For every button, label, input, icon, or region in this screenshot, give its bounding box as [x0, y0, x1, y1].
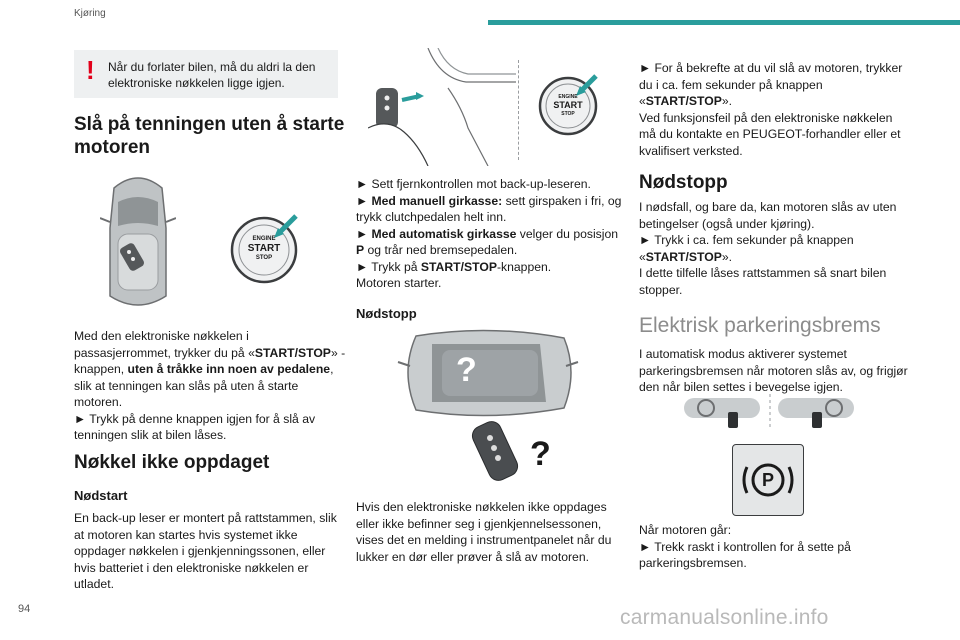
heading-nodstopp-col2: Nødstopp	[356, 305, 417, 321]
ignition-text	[74, 328, 349, 444]
heading-ignition: Slå på tenningen uten å starte motoren	[74, 114, 345, 158]
pull-control-text: ► Trekk raskt i kontrollen for å sette på parkeringsbremsen.	[639, 539, 851, 570]
confirm-stop-text: ► For å bekrefte at du vil slå av motoren, trykker du i ca. fem sekunder på knappen «START/STOP».	[639, 61, 903, 108]
watermark: carmanualsonline.info	[620, 606, 829, 629]
ignition-instruction: Med den elektroniske nøkkelen i passasjerrommet, trykker du på «START/STOP» -knappen, uten å tråkke inn noen av pedalene, slik at tenningen kan slås på uten å starte motoren.	[74, 329, 346, 409]
step-manual-gearbox: ► Med manuell girkasse: sett girspaken i fri, og trykk clutchpedalen helt inn.	[356, 193, 622, 224]
malfunction-text: Ved funksjonsfeil på den elektroniske nøkkelen må du kontakte en PEUGEOT-forhandler eller et kvalifisert verksted.	[639, 110, 901, 158]
warning-text: Når du forlater bilen, må du aldri la den elektroniske nøkkelen ligge igjen.	[108, 60, 316, 90]
button-label-start: START	[247, 243, 281, 254]
steering-lock-text: I dette tilfelle låses rattstammen så snart bilen stopper.	[639, 266, 887, 297]
parking-brake-button-illustration	[732, 444, 804, 516]
button-label-engine-2: ENGINE	[558, 94, 578, 100]
page-number: 94	[18, 603, 31, 615]
engine-starts-text: Motoren starter.	[356, 276, 442, 290]
button-label-stop: STOP	[255, 255, 273, 261]
column-1	[74, 113, 349, 159]
key-not-found-paragraph: Hvis den elektroniske nøkkelen ikke oppdages eller ikke befinner seg i gjenkjennelsessonen, vises det en melding i instrumentpanelet når du lukker en dør eller prøver å slå av motoren.	[356, 500, 612, 564]
car-question-illustration	[396, 322, 580, 426]
parking-brake-symbol: P	[761, 470, 774, 490]
automatic-mode-text: I automatisk modus aktiverer systemet parkeringsbremsen når motoren slås av, og frigjør den når bilen settes i bevegelse igjen.	[639, 347, 908, 394]
heading-parking-brake: Elektrisk parkeringsbrems	[639, 314, 881, 337]
question-mark-key: ?	[530, 435, 551, 473]
section-label: Kjøring	[74, 8, 106, 19]
step-press-start: ► Trykk på START/STOP-knappen.	[356, 259, 552, 274]
car-key-inside-illustration	[100, 168, 176, 316]
button-label-stop-2: STOP	[561, 111, 575, 117]
emergency-text: I nødsfall, og bare da, kan motoren slås av uten betingelser (også under kjøring).	[639, 200, 897, 231]
key-not-detected-section	[74, 451, 349, 593]
key-fob-illustration	[466, 418, 526, 484]
key-to-reader-illustration	[368, 48, 516, 166]
header-accent-bar	[488, 20, 960, 25]
divider-line	[518, 60, 520, 160]
backup-reader-steps	[356, 176, 626, 322]
press-five-seconds-text: ► Trykk i ca. fem sekunder på knappen «START/STOP».	[639, 233, 854, 264]
column-3-top	[639, 60, 909, 396]
step-automatic-gearbox: ► Med automatisk girkasse velger du posisjon P og trår ned bremsepedalen.	[356, 226, 619, 257]
engine-running-label: Når motoren går:	[639, 523, 732, 537]
start-stop-button-illustration-2	[536, 72, 600, 136]
ignition-off-instruction: ► Trykk på denne knappen igjen for å slå av tenningen slik at bilen låses.	[74, 411, 316, 442]
step-point-key: ► Sett fjernkontrollen mot back-up-leseren.	[356, 177, 591, 191]
heading-nodstart: Nødstart	[74, 488, 128, 503]
warning-box	[74, 50, 338, 98]
button-label-start-2: START	[553, 100, 583, 110]
key-not-found-text	[356, 499, 626, 565]
button-label-engine: ENGINE	[252, 236, 276, 242]
brake-engagement-illustration	[684, 394, 854, 430]
nodstart-text: En back-up leser er montert på rattstammen, slik at motoren kan startes hvis systemet ikke oppdager nøkkelen i gjenkjenningssonen, eller hvis batteriet i den elektroniske nøkkelen er utladet.	[74, 511, 337, 591]
engine-running-text	[639, 522, 909, 572]
warning-icon: !	[86, 55, 95, 85]
heading-key-not-detected: Nøkkel ikke oppdaget	[74, 452, 270, 473]
start-stop-button-illustration	[228, 212, 300, 284]
heading-nodstopp-col3: Nødstopp	[639, 172, 728, 193]
question-mark-car: ?	[456, 351, 477, 389]
